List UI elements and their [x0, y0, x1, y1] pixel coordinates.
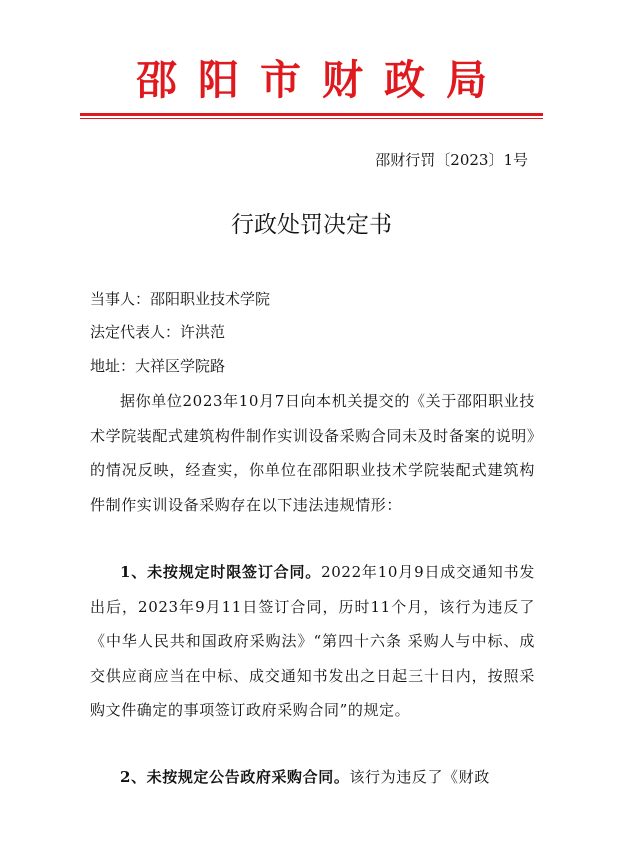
party-line: 当事人：邵阳职业技术学院	[90, 290, 271, 308]
item-1-text: 2022年10月9日成交通知书发出后，2023年9月11日签订合同，历时11个月，该行为违反了《中华人民共和国政府采购法》“第四十六条 采购人与中标、成交供应商应当在中标、成交通知书发出之日起三十日内，按照采购文件确定的事项签订政府采购合同”的规定。	[90, 563, 535, 719]
header-rule-thin	[80, 118, 543, 119]
item-1-title: 1、未按规定时限签订合同。	[120, 563, 322, 581]
document-heading: 行政处罚决定书	[231, 212, 392, 238]
intro-paragraph: 据你单位2023年10月7日向本机关提交的《关于邵阳职业技术学院装配式建筑构件制作实训设备采购合同未及时备案的说明》的情况反映，经查实，你单位在邵阳职业技术学院装配式建筑构件制作实训设备采购存在以下违法违规情形：	[90, 392, 535, 514]
legal-representative-line: 法定代表人：许洪范	[90, 323, 226, 341]
org-header-title: 邵阳市财政局	[136, 56, 508, 104]
item-1-paragraph	[90, 555, 535, 728]
document-number: 邵财行罚〔2023〕1号	[375, 151, 528, 169]
address-line: 地址：大祥区学院路	[90, 357, 226, 375]
item-2-title: 2、未按规定公告政府采购合同。	[120, 768, 350, 786]
item-2-text: 该行为违反了《财政	[349, 768, 490, 786]
item-2-paragraph	[90, 760, 535, 795]
header-rule-thick	[80, 113, 543, 116]
